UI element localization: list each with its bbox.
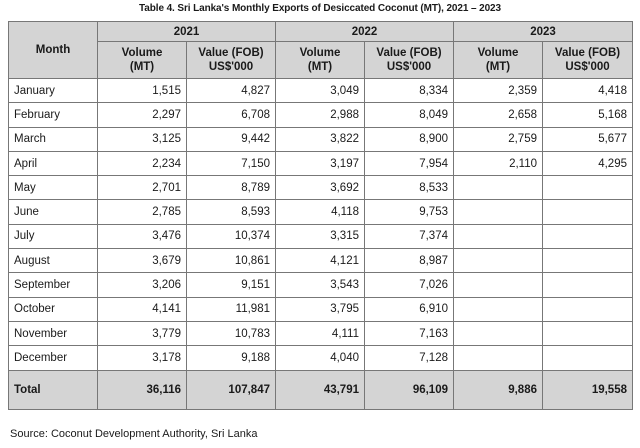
header-value: Value (FOB) US$'000 <box>365 42 454 79</box>
volume-2021-cell: 3,178 <box>98 346 187 370</box>
month-cell: July <box>9 224 98 248</box>
month-cell: December <box>9 346 98 370</box>
month-cell: June <box>9 200 98 224</box>
value-2021-cell: 10,374 <box>187 224 276 248</box>
value-2022-cell: 8,334 <box>365 79 454 103</box>
value-2021-cell: 11,981 <box>187 297 276 321</box>
value-2022-cell: 7,374 <box>365 224 454 248</box>
value-2023-cell: 5,677 <box>543 127 633 151</box>
month-cell: September <box>9 273 98 297</box>
table-row <box>9 273 633 297</box>
volume-2021-cell: 1,515 <box>98 79 187 103</box>
total-volume-2021: 36,116 <box>98 370 187 409</box>
volume-2022-cell: 4,040 <box>276 346 365 370</box>
value-2021-cell: 9,442 <box>187 127 276 151</box>
header-year-2021: 2021 <box>98 22 276 42</box>
volume-2022-cell: 4,111 <box>276 321 365 345</box>
month-cell: November <box>9 321 98 345</box>
volume-2021-cell: 3,476 <box>98 224 187 248</box>
volume-2022-cell: 3,543 <box>276 273 365 297</box>
table-row <box>9 151 633 175</box>
volume-2021-cell: 3,779 <box>98 321 187 345</box>
value-2023-cell: 4,295 <box>543 151 633 175</box>
table-row <box>9 321 633 345</box>
value-2022-cell: 8,049 <box>365 103 454 127</box>
value-2022-cell: 8,987 <box>365 249 454 273</box>
value-2023-cell <box>543 297 633 321</box>
value-2023-cell <box>543 346 633 370</box>
volume-2021-cell: 2,785 <box>98 200 187 224</box>
total-value-2021: 107,847 <box>187 370 276 409</box>
volume-2023-cell <box>454 321 543 345</box>
table-row <box>9 346 633 370</box>
volume-2021-cell: 2,297 <box>98 103 187 127</box>
volume-2023-cell: 2,110 <box>454 151 543 175</box>
volume-2021-cell: 3,679 <box>98 249 187 273</box>
volume-2022-cell: 4,121 <box>276 249 365 273</box>
value-2022-cell: 9,753 <box>365 200 454 224</box>
volume-2022-cell: 3,822 <box>276 127 365 151</box>
month-cell: October <box>9 297 98 321</box>
value-2022-cell: 6,910 <box>365 297 454 321</box>
total-value-2023: 19,558 <box>543 370 633 409</box>
total-volume-2022: 43,791 <box>276 370 365 409</box>
exports-table <box>8 21 633 410</box>
header-value: Value (FOB) US$'000 <box>543 42 633 79</box>
value-2022-cell: 7,163 <box>365 321 454 345</box>
volume-2023-cell <box>454 224 543 248</box>
header-value: Value (FOB) US$'000 <box>187 42 276 79</box>
value-2021-cell: 8,593 <box>187 200 276 224</box>
value-2023-cell <box>543 224 633 248</box>
value-2021-cell: 7,150 <box>187 151 276 175</box>
header-volume: Volume (MT) <box>98 42 187 79</box>
table-row <box>9 176 633 200</box>
volume-2023-cell: 2,658 <box>454 103 543 127</box>
value-2021-cell: 8,789 <box>187 176 276 200</box>
value-2021-cell: 9,188 <box>187 346 276 370</box>
table-row <box>9 224 633 248</box>
volume-2023-cell <box>454 200 543 224</box>
volume-2021-cell: 2,701 <box>98 176 187 200</box>
value-2022-cell: 7,026 <box>365 273 454 297</box>
month-cell: March <box>9 127 98 151</box>
volume-2022-cell: 3,315 <box>276 224 365 248</box>
value-2023-cell <box>543 176 633 200</box>
value-2021-cell: 10,783 <box>187 321 276 345</box>
volume-2022-cell: 3,795 <box>276 297 365 321</box>
value-2023-cell: 4,418 <box>543 79 633 103</box>
month-cell: February <box>9 103 98 127</box>
month-cell: April <box>9 151 98 175</box>
volume-2023-cell <box>454 273 543 297</box>
month-cell: January <box>9 79 98 103</box>
header-year-2022: 2022 <box>276 22 454 42</box>
volume-2023-cell: 2,759 <box>454 127 543 151</box>
volume-2022-cell: 3,049 <box>276 79 365 103</box>
value-2023-cell <box>543 321 633 345</box>
table-row <box>9 297 633 321</box>
table-title: Table 4. Sri Lanka's Monthly Exports of Desiccated Coconut (MT), 2021 – 2023 <box>139 3 501 14</box>
value-2021-cell: 9,151 <box>187 273 276 297</box>
total-label: Total <box>9 370 98 409</box>
volume-2022-cell: 3,197 <box>276 151 365 175</box>
header-month: Month <box>9 22 98 79</box>
month-cell: May <box>9 176 98 200</box>
volume-2023-cell <box>454 346 543 370</box>
value-2023-cell: 5,168 <box>543 103 633 127</box>
volume-2023-cell <box>454 176 543 200</box>
value-2021-cell: 10,861 <box>187 249 276 273</box>
value-2021-cell: 6,708 <box>187 103 276 127</box>
table-row <box>9 127 633 151</box>
table-row <box>9 249 633 273</box>
source-note: Source: Coconut Development Authority, Sri Lanka <box>10 428 258 440</box>
volume-2021-cell: 4,141 <box>98 297 187 321</box>
volume-2023-cell <box>454 297 543 321</box>
header-volume: Volume (MT) <box>276 42 365 79</box>
table-row <box>9 79 633 103</box>
volume-2022-cell: 2,988 <box>276 103 365 127</box>
value-2021-cell: 4,827 <box>187 79 276 103</box>
total-volume-2023: 9,886 <box>454 370 543 409</box>
value-2023-cell <box>543 249 633 273</box>
volume-2022-cell: 4,118 <box>276 200 365 224</box>
month-cell: August <box>9 249 98 273</box>
volume-2022-cell: 3,692 <box>276 176 365 200</box>
value-2022-cell: 8,900 <box>365 127 454 151</box>
volume-2023-cell: 2,359 <box>454 79 543 103</box>
total-value-2022: 96,109 <box>365 370 454 409</box>
value-2023-cell <box>543 200 633 224</box>
total-row <box>9 370 633 409</box>
volume-2021-cell: 3,206 <box>98 273 187 297</box>
table-row <box>9 103 633 127</box>
volume-2021-cell: 3,125 <box>98 127 187 151</box>
value-2022-cell: 7,954 <box>365 151 454 175</box>
header-year-2023: 2023 <box>454 22 633 42</box>
value-2022-cell: 7,128 <box>365 346 454 370</box>
value-2022-cell: 8,533 <box>365 176 454 200</box>
value-2023-cell <box>543 273 633 297</box>
table-row <box>9 200 633 224</box>
header-volume: Volume (MT) <box>454 42 543 79</box>
volume-2023-cell <box>454 249 543 273</box>
volume-2021-cell: 2,234 <box>98 151 187 175</box>
